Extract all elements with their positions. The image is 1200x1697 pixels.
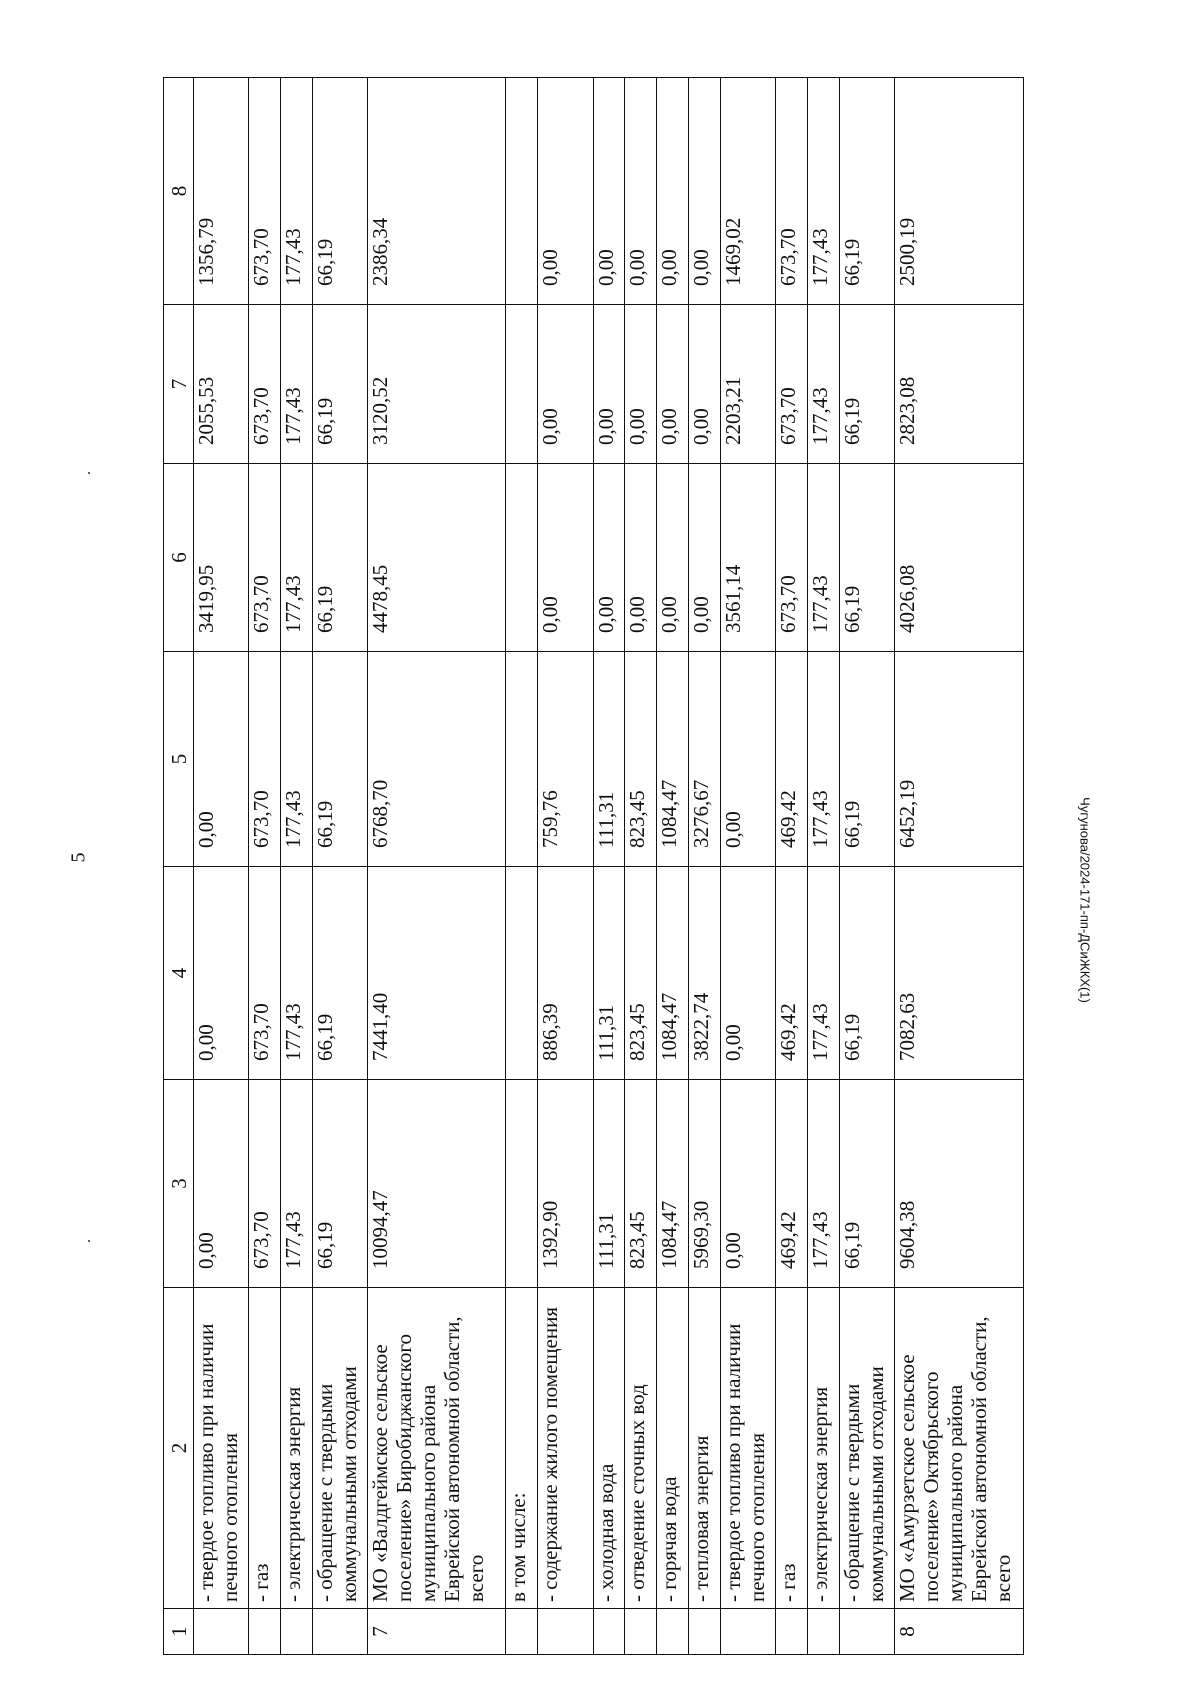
row-code-cell (689, 1609, 721, 1655)
value-cell: 4026,08 (895, 464, 1024, 652)
footer-document-id: Чугунова/2024-171-пп-ДСиЖКХ(1) (1077, 797, 1093, 1003)
value-cell: 6768,70 (368, 652, 506, 867)
value-cell: 0,00 (593, 305, 625, 464)
table-row (895, 78, 1024, 1655)
value-cell: 177,43 (281, 1080, 313, 1288)
value-cell: 177,43 (808, 464, 840, 652)
value-cell: 673,70 (249, 305, 281, 464)
row-name-cell: - холодная вода (593, 1288, 625, 1609)
table-row (657, 78, 689, 1655)
header-cell: 4 (164, 867, 194, 1080)
tariff-table (163, 77, 1024, 1655)
value-cell: 66,19 (313, 652, 368, 867)
table-row (689, 78, 721, 1655)
value-cell: 823,45 (625, 652, 657, 867)
value-cell: 469,42 (776, 867, 808, 1080)
row-name-cell: - твердое топливо при наличии печного отопления (721, 1288, 776, 1609)
value-cell: 1084,47 (657, 867, 689, 1080)
value-cell: 66,19 (840, 305, 895, 464)
value-cell: 2500,19 (895, 78, 1024, 305)
value-cell: 1084,47 (657, 652, 689, 867)
value-cell: 469,42 (776, 652, 808, 867)
table-body (194, 78, 1024, 1655)
value-cell: 111,31 (593, 1080, 625, 1288)
table-header-row (164, 78, 194, 1655)
value-cell: 0,00 (194, 1080, 249, 1288)
value-cell: 9604,38 (895, 1080, 1024, 1288)
value-cell: 66,19 (840, 78, 895, 305)
value-cell: 2203,21 (721, 305, 776, 464)
header-cell: 3 (164, 1080, 194, 1288)
value-cell: 673,70 (776, 78, 808, 305)
value-cell: 673,70 (249, 78, 281, 305)
table-row (281, 78, 313, 1655)
value-cell: 10094,47 (368, 1080, 506, 1288)
value-cell: 4478,45 (368, 464, 506, 652)
row-code-cell (538, 1609, 593, 1655)
value-cell: 66,19 (313, 78, 368, 305)
row-code-cell (721, 1609, 776, 1655)
table-row (249, 78, 281, 1655)
value-cell: 7082,63 (895, 867, 1024, 1080)
header-cell: 2 (164, 1288, 194, 1609)
page-number: 5 (67, 852, 90, 863)
value-cell: 0,00 (657, 78, 689, 305)
value-cell: 66,19 (313, 867, 368, 1080)
value-cell: 0,00 (538, 78, 593, 305)
row-name-cell: в том числе: (506, 1288, 538, 1609)
header-cell: 5 (164, 652, 194, 867)
value-cell: 177,43 (808, 867, 840, 1080)
value-cell: 2823,08 (895, 305, 1024, 464)
value-cell: 66,19 (840, 867, 895, 1080)
value-cell: 3561,14 (721, 464, 776, 652)
value-cell: 1356,79 (194, 78, 249, 305)
value-cell: 177,43 (808, 1080, 840, 1288)
table-row (625, 78, 657, 1655)
table-row (538, 78, 593, 1655)
value-cell: 0,00 (689, 305, 721, 464)
table-row (368, 78, 506, 1655)
value-cell: 3419,95 (194, 464, 249, 652)
value-cell: 177,43 (281, 305, 313, 464)
scan-speck (88, 1240, 90, 1242)
row-name-cell: - электрическая энергия (808, 1288, 840, 1609)
value-cell: 111,31 (593, 652, 625, 867)
table-row (593, 78, 625, 1655)
value-cell: 673,70 (776, 464, 808, 652)
value-cell: 3120,52 (368, 305, 506, 464)
header-cell: 7 (164, 305, 194, 464)
value-cell: 66,19 (313, 464, 368, 652)
row-name-cell: - газ (249, 1288, 281, 1609)
tariff-table-rotated (163, 78, 1024, 1655)
table-row (840, 78, 895, 1655)
value-cell: 1392,90 (538, 1080, 593, 1288)
value-cell: 0,00 (194, 652, 249, 867)
value-cell: 0,00 (721, 867, 776, 1080)
row-code-cell (506, 1609, 538, 1655)
value-cell: 177,43 (281, 78, 313, 305)
value-cell: 673,70 (249, 652, 281, 867)
value-cell: 66,19 (313, 1080, 368, 1288)
value-cell: 3822,74 (689, 867, 721, 1080)
row-name-cell: - электрическая энергия (281, 1288, 313, 1609)
table-row (313, 78, 368, 1655)
value-cell: 0,00 (721, 652, 776, 867)
value-cell: 823,45 (625, 867, 657, 1080)
value-cell: 3276,67 (689, 652, 721, 867)
value-cell: 0,00 (194, 867, 249, 1080)
value-cell: 177,43 (281, 867, 313, 1080)
value-cell (506, 464, 538, 652)
row-name-cell: - твердое топливо при наличии печного отопления (194, 1288, 249, 1609)
value-cell: 0,00 (721, 1080, 776, 1288)
value-cell (506, 78, 538, 305)
value-cell: 0,00 (593, 78, 625, 305)
value-cell: 469,42 (776, 1080, 808, 1288)
row-name-cell: - тепловая энергия (689, 1288, 721, 1609)
row-name-cell: МО «Амурзетское сельское поселение» Октябрьского муниципального района Еврейской автономной области, всего (895, 1288, 1024, 1609)
row-code-cell (593, 1609, 625, 1655)
value-cell: 66,19 (840, 464, 895, 652)
scan-speck (88, 472, 90, 474)
row-code-cell (281, 1609, 313, 1655)
value-cell: 66,19 (840, 1080, 895, 1288)
value-cell: 0,00 (538, 305, 593, 464)
table-row (194, 78, 249, 1655)
header-cell: 8 (164, 78, 194, 305)
value-cell: 673,70 (249, 1080, 281, 1288)
row-code-cell (625, 1609, 657, 1655)
value-cell: 886,39 (538, 867, 593, 1080)
value-cell: 5969,30 (689, 1080, 721, 1288)
value-cell: 673,70 (776, 305, 808, 464)
row-code-cell (840, 1609, 895, 1655)
row-name-cell: - обращение с твердыми коммунальными отходами (313, 1288, 368, 1609)
value-cell: 673,70 (249, 867, 281, 1080)
value-cell: 0,00 (625, 78, 657, 305)
value-cell (506, 867, 538, 1080)
table-row (776, 78, 808, 1655)
value-cell: 0,00 (657, 464, 689, 652)
value-cell: 0,00 (657, 305, 689, 464)
value-cell: 177,43 (808, 78, 840, 305)
value-cell: 66,19 (840, 652, 895, 867)
value-cell: 0,00 (625, 305, 657, 464)
value-cell: 2055,53 (194, 305, 249, 464)
value-cell (506, 305, 538, 464)
value-cell: 177,43 (281, 464, 313, 652)
value-cell: 177,43 (281, 652, 313, 867)
value-cell: 111,31 (593, 867, 625, 1080)
row-code-cell: 8 (895, 1609, 1024, 1655)
value-cell: 673,70 (249, 464, 281, 652)
row-code-cell (313, 1609, 368, 1655)
value-cell: 1469,02 (721, 78, 776, 305)
value-cell: 0,00 (689, 78, 721, 305)
value-cell: 0,00 (593, 464, 625, 652)
row-code-cell (657, 1609, 689, 1655)
row-name-cell: МО «Валдгеймское сельское поселение» Биробиджанского муниципального района Еврейской автономной области, всего (368, 1288, 506, 1609)
value-cell: 6452,19 (895, 652, 1024, 867)
table-row (506, 78, 538, 1655)
value-cell: 0,00 (625, 464, 657, 652)
value-cell: 823,45 (625, 1080, 657, 1288)
value-cell: 1084,47 (657, 1080, 689, 1288)
table-row (721, 78, 776, 1655)
value-cell: 0,00 (538, 464, 593, 652)
value-cell: 177,43 (808, 652, 840, 867)
value-cell: 759,76 (538, 652, 593, 867)
value-cell: 177,43 (808, 305, 840, 464)
row-name-cell: - обращение с твердыми коммунальными отходами (840, 1288, 895, 1609)
value-cell: 0,00 (689, 464, 721, 652)
row-name-cell: - газ (776, 1288, 808, 1609)
row-name-cell: - отведение сточных вод (625, 1288, 657, 1609)
row-code-cell (249, 1609, 281, 1655)
row-name-cell: - горячая вода (657, 1288, 689, 1609)
value-cell: 7441,40 (368, 867, 506, 1080)
row-code-cell (194, 1609, 249, 1655)
value-cell: 2386,34 (368, 78, 506, 305)
value-cell: 66,19 (313, 305, 368, 464)
row-code-cell: 7 (368, 1609, 506, 1655)
header-cell: 1 (164, 1609, 194, 1655)
row-code-cell (808, 1609, 840, 1655)
header-cell: 6 (164, 464, 194, 652)
row-name-cell: - содержание жилого помещения (538, 1288, 593, 1609)
value-cell (506, 652, 538, 867)
table-row (808, 78, 840, 1655)
value-cell (506, 1080, 538, 1288)
row-code-cell (776, 1609, 808, 1655)
